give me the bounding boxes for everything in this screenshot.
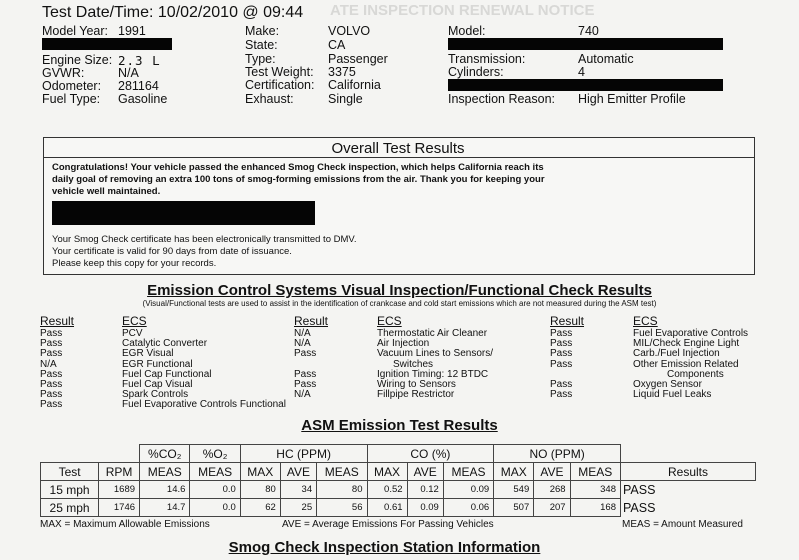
blank-cell (621, 445, 756, 463)
fuel-type-label: Fuel Type: (42, 92, 101, 106)
cert-line-3: Please keep this copy for your records. (52, 258, 217, 269)
certification-label: Certification: (245, 78, 315, 92)
faded-background-title: ATE INSPECTION RENEWAL NOTICE (330, 2, 595, 19)
transmission-label: Transmission: (448, 52, 526, 66)
redacted-vin (42, 38, 172, 50)
ecs-item: EGR Functional (122, 358, 193, 370)
col1-ecs-header: ECS (122, 314, 147, 328)
result: Pass (550, 328, 573, 339)
type-label: Type: (245, 52, 276, 66)
certification-value: California (328, 78, 381, 92)
visual-col1-results (40, 329, 62, 411)
ecs-item: Vacuum Lines to Sensors/ (377, 348, 493, 360)
ecs-item: Components (667, 368, 724, 380)
result: Pass (40, 348, 63, 360)
state-value: CA (328, 38, 346, 52)
ecs-item: Fuel Cap Visual (122, 379, 193, 391)
model-label: Model: (448, 24, 486, 38)
no-meas-cell: 348 (570, 481, 620, 499)
table-row (41, 445, 756, 463)
no-ave-cell: 207 (534, 499, 570, 517)
result: Pass (550, 379, 573, 391)
result: N/A (294, 389, 311, 401)
ecs-item: Fuel Evaporative Controls Functional (122, 399, 286, 411)
hc-max-cell: 80 (240, 481, 280, 499)
cert-line-2: Your certificate is valid for 90 days from date of issuance. (52, 246, 292, 257)
result: N/A (294, 328, 311, 339)
table-row (41, 463, 756, 481)
model-value: 740 (578, 24, 599, 38)
cylinders-value: 4 (578, 65, 585, 79)
inspection-reason-label: Inspection Reason: (448, 92, 556, 106)
co-ave-cell: 0.12 (407, 481, 443, 499)
hc-ave-header: AVE (280, 463, 316, 481)
asm-results-table (40, 444, 756, 517)
visual-col1-ecs (122, 329, 286, 411)
co2-cell: 14.6 (140, 481, 190, 499)
co2-cell: 14.7 (140, 499, 190, 517)
no-max-cell: 549 (494, 481, 534, 499)
co-meas-cell: 0.09 (443, 481, 493, 499)
co-max-header: MAX (367, 463, 407, 481)
o2-meas-header: MEAS (190, 463, 240, 481)
o2-cell: 0.0 (190, 481, 240, 499)
ecs-item: Liquid Fuel Leaks (633, 389, 712, 401)
odometer-value: 281164 (118, 79, 159, 93)
result: Pass (40, 399, 63, 411)
congratulations-message (52, 162, 545, 198)
result-cell: PASS (623, 500, 656, 515)
result: Pass (40, 338, 63, 350)
redacted-license (448, 38, 723, 50)
exhaust-label: Exhaust: (245, 92, 294, 106)
overall-results-title: Overall Test Results (331, 140, 465, 157)
visual-col3-ecs (633, 329, 748, 400)
ecs-item: Carb./Fuel Injection (633, 348, 720, 360)
ecs-item: Oxygen Sensor (633, 379, 702, 391)
result: Pass (40, 368, 63, 380)
cylinders-label: Cylinders: (448, 65, 504, 79)
rpm-cell: 1689 (99, 481, 140, 499)
o2-header: %O₂ (190, 445, 240, 463)
gvwr-value: N/A (118, 66, 139, 80)
ecs-item: EGR Visual (122, 348, 174, 360)
test-datetime-value: 10/02/2010 @ 09:44 (157, 4, 304, 21)
ecs-item: MIL/Check Engine Light (633, 338, 740, 350)
transmission-value: Automatic (578, 52, 634, 66)
result: Pass (550, 358, 573, 370)
gvwr-label: GVWR: (42, 66, 85, 80)
odometer-label: Odometer: (42, 79, 102, 93)
fuel-type-value: Gasoline (118, 92, 168, 106)
result-cell: PASS (623, 482, 656, 497)
ecs-item: Fuel Evaporative Controls (633, 328, 749, 339)
co-ave-header: AVE (407, 463, 443, 481)
ecs-item: Thermostatic Air Cleaner (377, 328, 488, 339)
make-value: VOLVO (328, 24, 371, 38)
result: Pass (294, 368, 317, 380)
result: Pass (550, 348, 573, 360)
ecs-item: Ignition Timing: 12 BTDC (377, 368, 489, 380)
hc-max-header: MAX (240, 463, 280, 481)
no-max-cell: 507 (494, 499, 534, 517)
co2-meas-header: MEAS (140, 463, 190, 481)
no-header: NO (PPM) (494, 445, 621, 463)
ecs-item: Switches (393, 358, 434, 370)
visual-col3-results (550, 329, 572, 400)
visual-inspection-subtitle: (Visual/Functional tests are used to assist in the identification of crankcase and cold start emissions which are not measured during the ASM test) (142, 299, 657, 308)
congrats-line-3: vehicle well maintained. (52, 186, 161, 197)
col3-result-header: Result (550, 314, 585, 328)
cert-line-1: Your Smog Check certificate has been electronically transmitted to DMV. (52, 234, 357, 245)
hc-meas-cell: 56 (317, 499, 367, 517)
model-year-label: Model Year: (42, 24, 109, 38)
col1-result-header: Result (40, 314, 75, 328)
test-cell: 25 mph (41, 499, 99, 517)
engine-size-value: 2.3 L (118, 53, 161, 68)
result: Pass (550, 338, 573, 350)
result: Pass (40, 389, 63, 401)
engine-size-label: Engine Size: (42, 53, 113, 67)
ecs-item: Air Injection (377, 338, 430, 350)
make-label: Make: (245, 24, 280, 38)
no-ave-header: AVE (534, 463, 570, 481)
asm-title: ASM Emission Test Results (301, 417, 498, 434)
result: Pass (294, 348, 317, 360)
legend-meas: MEAS = Amount Measured (622, 519, 743, 530)
redacted-certificate (448, 79, 723, 91)
ecs-item: Wiring to Sensors (377, 379, 456, 391)
result: Pass (550, 389, 573, 401)
hc-ave-cell: 34 (280, 481, 316, 499)
hc-meas-header: MEAS (317, 463, 367, 481)
type-value: Passenger (328, 52, 388, 66)
visual-col2-results (294, 329, 316, 400)
result: N/A (40, 358, 57, 370)
ecs-item: Other Emission Related (633, 358, 739, 370)
test-datetime-label: Test Date/Time: (42, 4, 154, 21)
co-max-cell: 0.52 (367, 481, 407, 499)
result: Pass (40, 328, 63, 339)
hc-header: HC (PPM) (240, 445, 367, 463)
congrats-line-2: daily goal of removing an extra 100 tons of smog-forming emissions from the air. Thank you for keeping your (52, 174, 545, 185)
hc-meas-cell: 80 (317, 481, 367, 499)
result: Pass (40, 379, 63, 391)
test-weight-label: Test Weight: (245, 65, 314, 79)
test-weight-value: 3375 (328, 65, 356, 79)
rpm-col-header: RPM (99, 463, 140, 481)
test-col-header: Test (41, 463, 99, 481)
ecs-item: Fuel Cap Functional (122, 368, 212, 380)
ecs-item: Spark Controls (122, 389, 189, 401)
co-header: CO (%) (367, 445, 494, 463)
co-meas-header: MEAS (443, 463, 493, 481)
results-col-header: Results (621, 463, 756, 481)
legend-max: MAX = Maximum Allowable Emissions (40, 519, 210, 530)
hc-ave-cell: 25 (280, 499, 316, 517)
no-ave-cell: 268 (534, 481, 570, 499)
congrats-line-1: Congratulations! Your vehicle passed the enhanced Smog Check inspection, which helps California reach its (52, 162, 544, 173)
co-ave-cell: 0.09 (407, 499, 443, 517)
no-meas-header: MEAS (570, 463, 620, 481)
result: Pass (294, 379, 317, 391)
result: N/A (294, 338, 311, 350)
station-info-title: Smog Check Inspection Station Information (228, 539, 541, 556)
certificate-message (52, 234, 357, 270)
col2-result-header: Result (294, 314, 329, 328)
col2-ecs-header: ECS (377, 314, 402, 328)
blank-cell (41, 445, 140, 463)
exhaust-value: Single (328, 92, 363, 106)
visual-col2-ecs (377, 329, 493, 400)
test-datetime (42, 4, 303, 22)
table-row (41, 481, 756, 499)
o2-cell: 0.0 (190, 499, 240, 517)
legend-ave: AVE = Average Emissions For Passing Vehicles (282, 519, 494, 530)
inspection-reason-value: High Emitter Profile (578, 92, 686, 106)
overall-results-title-rule (43, 157, 755, 158)
redacted-certificate-number (52, 201, 315, 225)
rpm-cell: 1746 (99, 499, 140, 517)
no-meas-cell: 168 (570, 499, 620, 517)
co-max-cell: 0.61 (367, 499, 407, 517)
co2-header: %CO₂ (140, 445, 190, 463)
state-label: State: (245, 38, 278, 52)
ecs-item: Fillpipe Restrictor (377, 389, 455, 401)
table-row (41, 499, 756, 517)
ecs-item: PCV (122, 328, 143, 339)
hc-max-cell: 62 (240, 499, 280, 517)
ecs-item: Catalytic Converter (122, 338, 208, 350)
no-max-header: MAX (494, 463, 534, 481)
model-year-value: 1991 (118, 24, 146, 38)
visual-inspection-title: Emission Control Systems Visual Inspection/Functional Check Results (147, 282, 652, 299)
test-cell: 15 mph (41, 481, 99, 499)
co-meas-cell: 0.06 (443, 499, 493, 517)
col3-ecs-header: ECS (633, 314, 658, 328)
